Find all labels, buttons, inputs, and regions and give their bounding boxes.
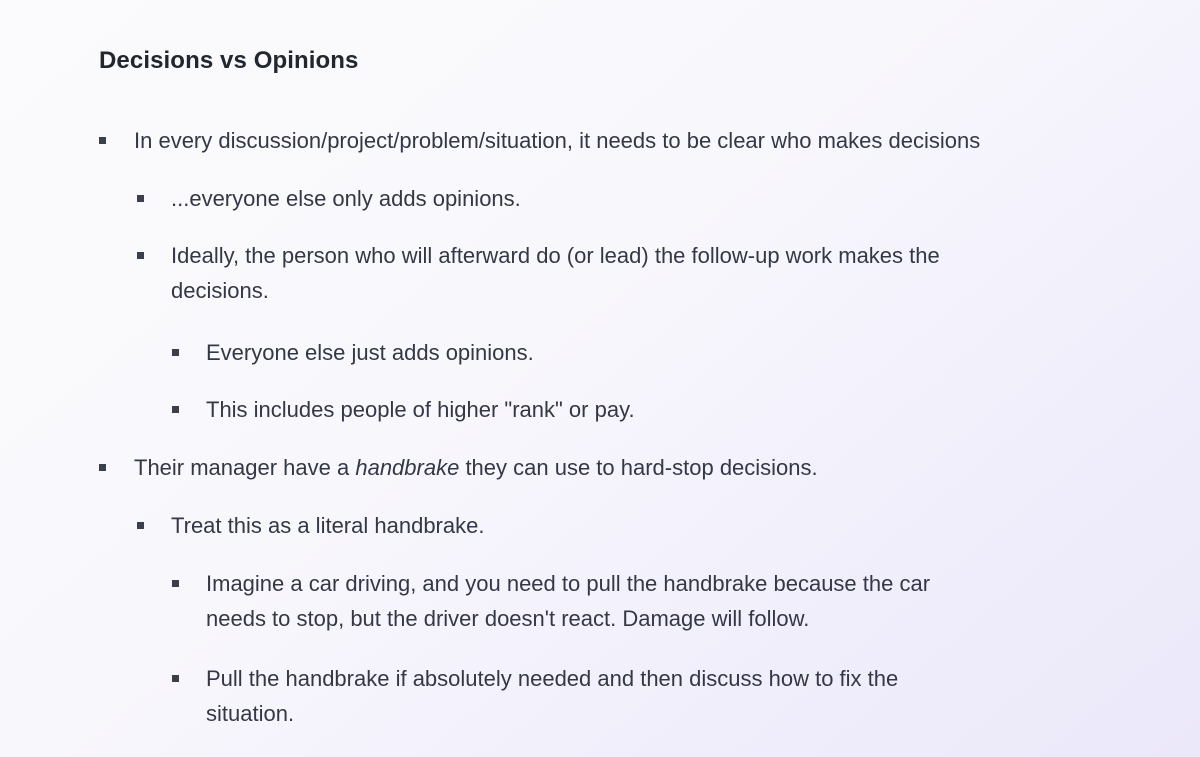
bullet-icon <box>172 406 179 413</box>
bullet-icon <box>99 137 106 144</box>
emphasis-text: handbrake <box>355 455 460 480</box>
bullet-icon <box>172 675 179 682</box>
list-item-text: Their manager have a <box>134 455 356 480</box>
bullet-icon <box>137 522 144 529</box>
bullet-icon <box>172 349 179 356</box>
list-item-text: they can use to hard-stop decisions. <box>459 455 818 480</box>
bullet-icon <box>137 252 144 259</box>
bullet-icon <box>172 580 179 587</box>
list-item <box>171 238 1021 308</box>
bullet-icon <box>99 464 106 471</box>
list-item-text: Treat this as a literal handbrake. <box>171 513 485 538</box>
page-title: Decisions vs Opinions <box>99 47 359 74</box>
list-item-text: This includes people of higher "rank" or pay. <box>206 397 635 422</box>
list-item <box>206 392 1056 427</box>
list-item <box>206 566 986 636</box>
list-item <box>171 508 1071 543</box>
list-item <box>134 450 1094 485</box>
list-item-text: Ideally, the person who will afterward do (or lead) the follow-up work makes the decisions. <box>171 243 940 303</box>
bullet-icon <box>137 195 144 202</box>
list-item <box>171 181 1071 216</box>
list-item-text: Imagine a car driving, and you need to pull the handbrake because the car needs to stop, but the driver doesn't react. Damage will follow. <box>206 571 931 631</box>
list-item <box>134 123 1094 158</box>
list-item-text: ...everyone else only adds opinions. <box>171 186 521 211</box>
list-item-text: Everyone else just adds opinions. <box>206 340 534 365</box>
list-item-text: Pull the handbrake if absolutely needed and then discuss how to fix the situation. <box>206 666 899 726</box>
list-item <box>206 661 986 731</box>
list-item-text: In every discussion/project/problem/situation, it needs to be clear who makes decisions <box>134 128 981 153</box>
list-item <box>206 335 1056 370</box>
